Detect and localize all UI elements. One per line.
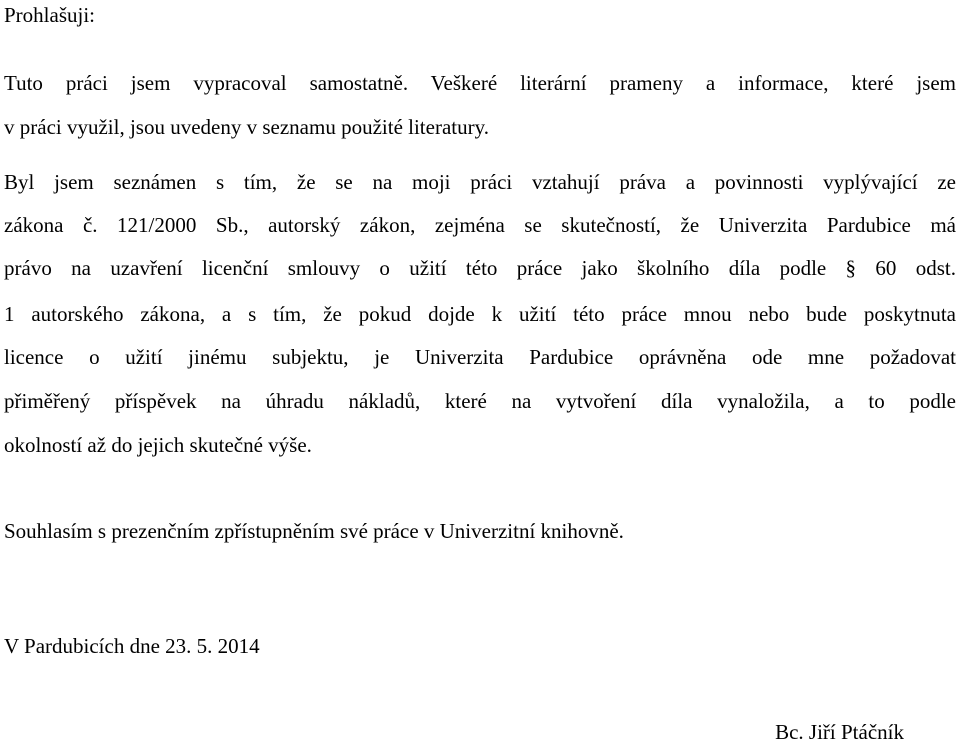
declaration-heading: Prohlašuji: bbox=[4, 3, 96, 27]
author-signature: Bc. Jiří Ptáčník bbox=[775, 720, 904, 744]
paragraph-line: přiměřený příspěvek na úhradu nákladů, které na vytvoření díla vynaložila, a to podle bbox=[4, 389, 956, 413]
paragraph-line: Byl jsem seznámen s tím, že se na moji práci vztahují práva a povinnosti vyplývající ze bbox=[4, 170, 956, 194]
paragraph-line: 1 autorského zákona, a s tím, že pokud dojde k užití této práce mnou nebo bude poskytnuta bbox=[4, 302, 956, 326]
paragraph-line: zákona č. 121/2000 Sb., autorský zákon, zejména se skutečností, že Univerzita Pardubice má bbox=[4, 213, 956, 237]
paragraph-line: okolností až do jejich skutečné výše. bbox=[4, 433, 312, 457]
paragraph-line: v práci využil, jsou uvedeny v seznamu použité literatury. bbox=[4, 115, 489, 139]
place-and-date: V Pardubicích dne 23. 5. 2014 bbox=[4, 634, 260, 658]
paragraph-line: právo na uzavření licenční smlouvy o užití této práce jako školního díla podle § 60 odst. bbox=[4, 256, 956, 280]
library-consent: Souhlasím s prezenčním zpřístupněním své práce v Univerzitní knihovně. bbox=[4, 519, 624, 543]
paragraph-line: licence o užití jinému subjektu, je Univerzita Pardubice oprávněna ode mne požadovat bbox=[4, 345, 956, 369]
paragraph-line: Tuto práci jsem vypracoval samostatně. Veškeré literární prameny a informace, které jsem bbox=[4, 71, 956, 95]
